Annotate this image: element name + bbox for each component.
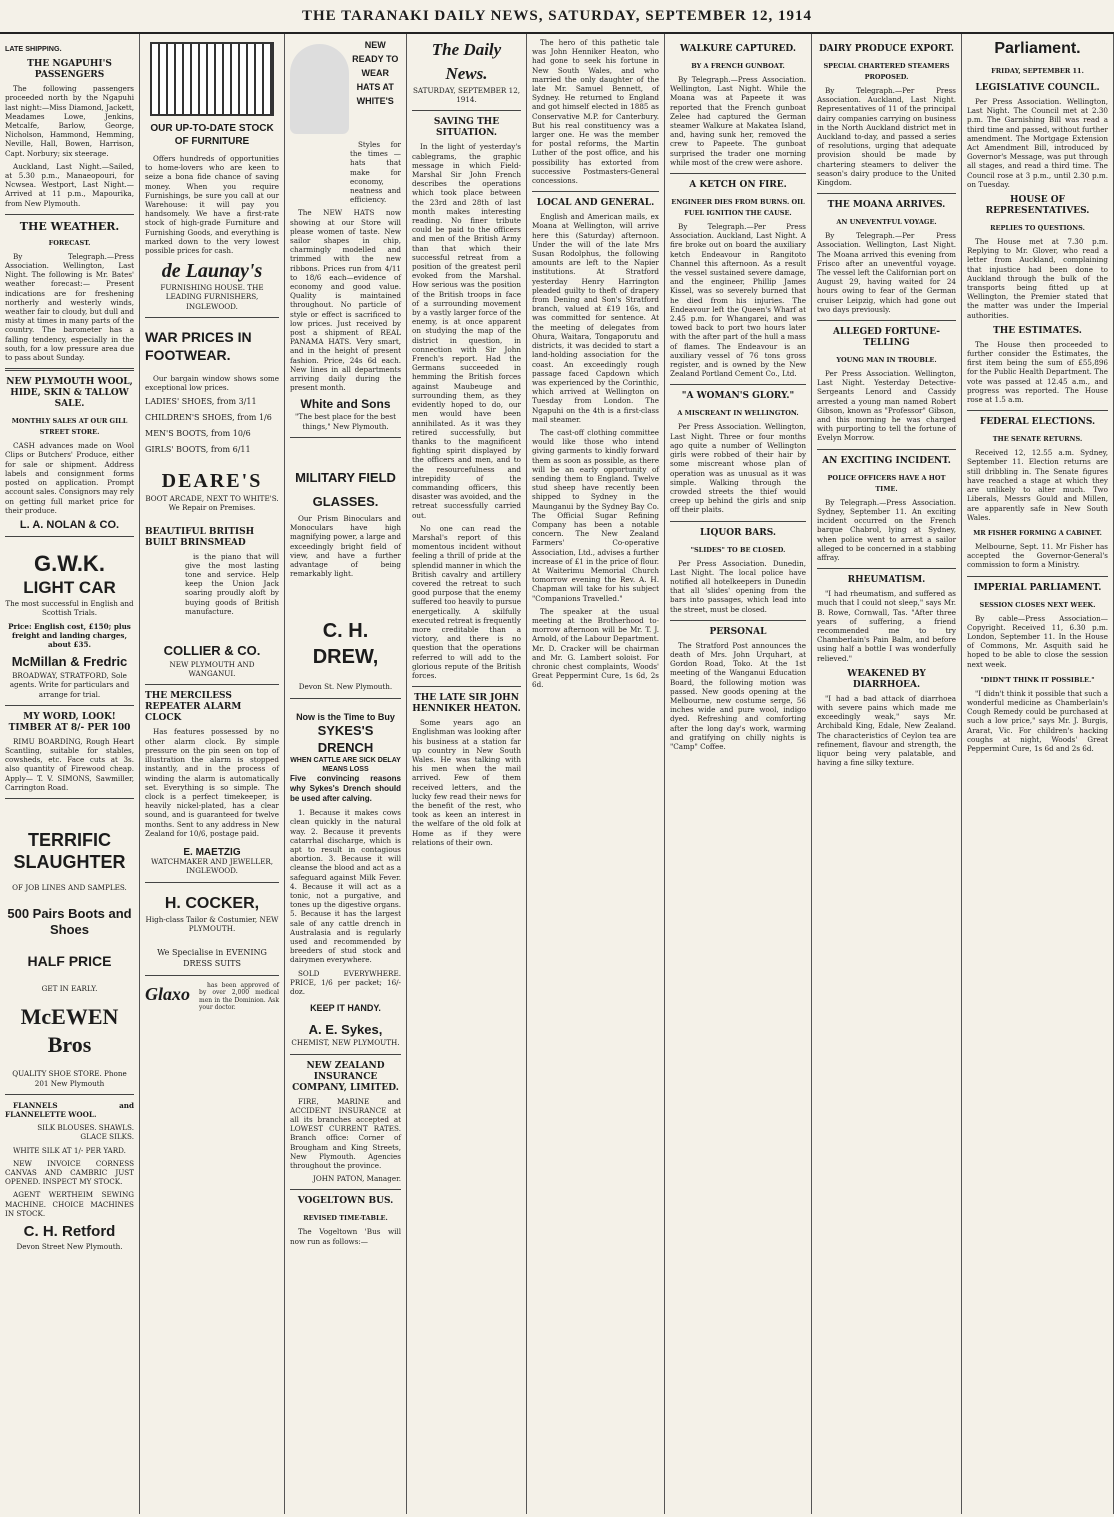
specialise-text: We Specialise in EVENING DRESS SUITS — [157, 947, 267, 968]
ketch-text: By Telegraph.—Per Press Association. Auckland, Last Night. A fire broke out on board the auxiliary ketch Endeavour in Rangitoto Channel this afternoon. As a result the vessel sustained severe damage, and the engineer, Phillip James Kissel, was so severely burned that he died from his injuries. The Endeavour left the Queen's Wharf at 2.45 p.m. for Whangarei, and was towed back to port two hours later with the after part of the hull a mass of flames. The Endeavour is an auxiliary vessel of 76 tons gross register, and is owned by the New Zealand Portland Cement Co., Ltd. — [670, 222, 806, 379]
war-prices-heading: WAR PRICES IN FOOTWEAR. — [145, 328, 252, 363]
weather-heading: THE WEATHER. — [19, 219, 120, 233]
sykes-sub: CHEMIST, NEW PLYMOUTH. — [291, 1038, 400, 1048]
paper-title: The Daily News. — [431, 40, 502, 83]
hats-heading: NEW READY TO WEAR HATS AT WHITE'S — [352, 40, 399, 106]
sick-heading: WHEN CATTLE ARE SICK DELAY MEANS LOSS — [290, 756, 401, 773]
gwk-title: G.W.K. — [34, 551, 105, 577]
exciting-sub: POLICE OFFICERS HAVE A HOT TIME. — [827, 473, 946, 493]
price-1: CHILDREN'S SHOES, from 1/6 — [145, 413, 272, 423]
half-price: HALF PRICE — [27, 953, 112, 970]
maetzig-sub: WATCHMAKER AND JEWELLER, INGLEWOOD. — [150, 857, 274, 876]
personal-text: The Stratford Post announces the death of Mrs. John Urquhart, at Gordon Road, Toko. At the 1st meeting of the Wanganui Education Board, the following motion was passed. New goods opening at the Melbourne, new costume serge, 56 inches wide and pure wool, indigo dyed. Refreshing and comforting after the long day's work, warming and gratifying on chilly nights is "Camp" Coffee. — [670, 640, 806, 751]
bed-illustration — [150, 42, 274, 116]
ketch-sub: ENGINEER DIES FROM BURNS. OIL FUEL IGNITION THE CAUSE. — [671, 198, 805, 218]
session-text: By cable—Press Association—Copyright. Received 11, 6.30 p.m. London, September 11. In the House of Commons, Mr. Asquith said he hoped to be able to close the session next week. — [967, 613, 1108, 669]
late-shipping-heading: LATE SHIPPING. — [5, 44, 62, 53]
council-text: Per Press Association. Wellington, Last Night. The Council met at 2.30 p.m. The Garnishing Bill was read a third time and passed, without further amendment. The Mortgage Extension Act Amendment Bill, introduced by Governor's Message, was put through all stages, and read a third time. The Council rose at 3 p.m., until 2.30 p.m. on Tuesday. — [967, 97, 1108, 189]
military-heading: MILITARY FIELD GLASSES. — [295, 469, 396, 509]
personal-heading: PERSONAL — [709, 626, 767, 637]
car-text: The most successful in English and Scottish Trials. — [5, 599, 134, 618]
column-5 — [527, 34, 665, 1514]
mcmillan-name: McMillan & Fredric — [11, 654, 128, 670]
cocker-name: H. COCKER, — [164, 894, 260, 912]
drew-address: Devon St. New Plymouth. — [298, 682, 393, 692]
imperial-heading: IMPERIAL PARLIAMENT. — [973, 582, 1102, 593]
local-text: English and American mails, ex Moana at Wellington, will arrive here this (Saturday) afternoon. Under the will of the late Mrs Susan Rodolphus, the following amounts are left to the Napier institutions. At Stratford yesterday Henry Harrington pleaded guilty to theft of drapery from Dening and Son's Stratford branch, valued at £19 16s, and was committed for sentence. At the meeting of delegates from Ohura, Waitara, Tongaporutu and districts, it was decided to start a land-holding association for the coast. An exceedingly rough passage faced Capdown which was experienced by the Corinthic, which arrived at Wellington on Tuesday from London. The Ngapuhi on the 4th is a first-class mail steamer. — [532, 212, 659, 424]
council-heading: LEGISLATIVE COUNCIL. — [975, 83, 1100, 93]
liquor-sub: "SLIDES" TO BE CLOSED. — [690, 545, 786, 554]
walkure-sub: BY A FRENCH GUNBOAT. — [691, 62, 785, 70]
vogeltown-sub: REVISED TIME-TABLE. — [303, 1214, 388, 1223]
sold-text: SOLD EVERYWHERE. PRICE, 1/6 per packet; 16/- doz. — [290, 968, 401, 996]
job-lines: OF JOB LINES AND SAMPLES. — [12, 882, 127, 892]
moana-heading: THE MOANA ARRIVES. — [827, 200, 946, 211]
repeater-text: Has features possessed by no other alarm clock. By simple pressure on the pin seen on top of illustration the alarm is stopped instantly, and in the process of winding the alarm is automatically set. Everything is so simple. The clock is a perfect timekeeper, is heavily nickel-plated, has a clear sound, and is guaranteed for twelve months. Sent to any address in New Zealand for 10/6, postage paid. — [145, 727, 279, 838]
senate-heading: THE SENATE RETURNS. — [992, 435, 1083, 444]
light-car-title: LIGHT CAR — [23, 578, 116, 598]
white-sons-sub: "The best place for the best things," New Plymouth. — [295, 412, 396, 431]
mcmillan-address: BROADWAY, STRATFORD, Sole agents. Write for particulars and arrange for trial. — [9, 671, 130, 699]
glory-heading: "A WOMAN'S GLORY." — [681, 391, 795, 402]
federal-heading: FEDERAL ELECTIONS. — [979, 417, 1096, 428]
local-text-2: The cast-off clothing committee would like those who intend giving garments to kindly forward them as soon as possible, as there will be an early opportunity of sending them to England. Twelve stud sheep have recently been shipped to Sydney in the Maunganui by the Sydney Bay Co. The Official Sugar Refining Company has been a notable concern. The New Zealand Farmers' Co-operative Association, Ltd., advises a further increase of £1 in the price of flour. At Waiterimu Memorial Church tomorrow evening the Rev. A. H. Chapman will take for his subject "Companions Travelled." — [532, 427, 659, 603]
local-heading: LOCAL AND GENERAL. — [536, 198, 655, 209]
column-6 — [665, 34, 812, 1514]
column-2 — [140, 34, 285, 1514]
sewing-text: NEW INVOICE CORNESS CANVAS AND CAMBRIC JUST OPENED. INSPECT MY STOCK. — [5, 1158, 134, 1187]
sykes-name: A. E. Sykes, — [308, 1022, 383, 1038]
parliament-date: FRIDAY, SEPTEMBER 11. — [991, 67, 1084, 75]
masthead: THE TARANAKI DAILY NEWS, SATURDAY, SEPTEMBER 12, 1914 — [0, 0, 1114, 34]
price-2: MEN'S BOOTS, from 10/6 — [145, 429, 251, 439]
saving-body-2: No one can read the Marshal's report of this momentous incident without feeling a thrill of pride at the splendid manner in which the British cavalry and artillery covered the retreat to such good purpose that the enemy suffered too heavily to pursue energetically. A skilfully executed retreat is frequently more creditable than a victory, and there is no question that the operations referred to will add to the glorious repute of the British forces. — [412, 523, 521, 680]
insurance-heading: NEW ZEALAND INSURANCE COMPANY, LIMITED. — [292, 1060, 399, 1093]
moana-text: By Telegraph.—Per Press Association. Wellington, Last Night. The Moana arrived this evening from Frisco after an uneventful voyage. The vessel left the Californian port on August 29, having waited for 24 hours owing to fear of the German cruiser Leipzig, which had gone out two days previously. — [817, 231, 956, 314]
glaxo-ad — [145, 982, 279, 1016]
didnt-heading: "DIDN'T THINK IT POSSIBLE." — [980, 675, 1095, 684]
repeater-heading: THE MERCILESS REPEATER ALARM CLOCK — [145, 691, 242, 724]
column-1 — [0, 34, 140, 1514]
rheumatism-heading: RHEUMATISM. — [847, 575, 926, 586]
fortune-text: Per Press Association. Wellington, Last Night. Yesterday Detective-Sergeants Lenord and Cassidy arrested a young man named Robert Gibson, known as "Professor" Gibson, and this morning he was charged with purporting to tell the fortune of Evelyn Morrow. — [817, 369, 956, 443]
dairy-text: By Telegraph.—Per Press Association. Auckland, Last Night. Representatives of 11 of the principal dairy companies carrying on business in the North Auckland district met in Auckland to-day, and passed a series of resolutions, urging that adequate provision should be made by chartering steamers to deliver the season's dairy produce to the United Kingdom. — [817, 86, 956, 188]
rheumatism-text: "I had rheumatism, and suffered as much that I could not sleep," says Mr. B. Rowe, Cornwall, Tas. "After three years of suffering, a friend recommended me to try Chamberlain's Pain Balm, and before using half a bottle I was wonderfully relieved." — [817, 589, 956, 663]
slaughter-heading: SLAUGHTER — [13, 851, 126, 872]
walkure-text: By Telegraph.—Press Association. Wellington, Last Night. While the Moana was at Papeete it was reported that the French gunboat Zelee had captured the German steamer Walkure at Makatea Island, and, having sunk her, removed the crew to Papeete. The gunboat surprised the trader one morning while most of the crew were ashore. — [670, 75, 806, 167]
column-7 — [812, 34, 962, 1514]
collier-name: COLLIER & CO. — [163, 643, 261, 659]
war-text: Our bargain window shows some exceptional low prices. — [145, 373, 279, 393]
maetzig-name: E. MAETZIG — [183, 846, 241, 858]
fortune-sub: YOUNG MAN IN TROUBLE. — [836, 356, 937, 365]
diarrhoea-heading: WEAKENED BY DIARRHOEA. — [847, 668, 926, 690]
hats-side-text: Styles for the times — hats that make for economy, neatness and efficiency. — [350, 140, 401, 205]
reasons-text: 1. Because it makes cows clean quickly in the natural way. 2. Because it prevents catarrhal discharge, which is apt to result in contagious abortion. 3. Because it will cleanse the blood and act as a safeguard against Milk Fever. 4. Because it will act as a tonic, not a purgative, and tones up the digestive organs. 5. Because it has the largest sale of any cattle drench in Australasia and is regularly used and recommended by breeders of stud stock and dairymen everywhere. — [290, 808, 401, 965]
glory-sub: A MISCREANT IN WELLINGTON. — [677, 409, 799, 418]
ngapuhi-heading: THE NGAPUHI'S PASSENGERS — [27, 59, 112, 81]
moana-sub: AN UNEVENTFUL VOYAGE. — [836, 218, 937, 227]
cocker-sub: High-class Tailor & Costumier, NEW PLYMOUTH. — [145, 914, 279, 933]
delaunay-name: de Launay's — [161, 260, 263, 283]
exciting-heading: AN EXCITING INCIDENT. — [822, 455, 951, 466]
hats-text: The NEW HATS now showing at our Store will please women of taste. New sailor shapes in chip, charmingly modelled and trimmed with the new ribbons. Prices run from 4/11 to 18/6 each—evidence of economy and good value. Quality is maintained throughout. No particle of style or effect is sacrificed to low prices. Just received by post a shipment of REAL PANAMA HATS. Very smart, and in the height of present fashion. Price, 24s 6d each. New lines in all departments arriving daily during the present month. — [290, 208, 401, 393]
furniture-heading: OUR UP-TO-DATE STOCK OF FURNITURE — [150, 123, 274, 147]
glaxo-logo: Glaxo — [145, 983, 190, 1004]
now-heading: Now is the Time to Buy — [296, 711, 395, 722]
military-text: Our Prism Binoculars and Monoculars have high magnifying power, a large and exceedingly bright field of view, and have a further advantage of being remarkably light. — [290, 513, 401, 579]
session-heading: SESSION CLOSES NEXT WEEK. — [979, 600, 1096, 609]
agent-text: AGENT WERTHEIM SEWING MACHINE. CHOICE MACHINES IN STOCK. — [5, 1190, 134, 1218]
late-heading: THE LATE SIR JOHN HENNIKER HEATON. — [412, 693, 521, 715]
fortune-heading: ALLEGED FORTUNE-TELLING — [832, 327, 941, 349]
mcewen-sub: QUALITY SHOE STORE. Phone 201 New Plymouth — [12, 1069, 127, 1088]
didnt-text: "I didn't think it possible that such a wonderful medicine as Chamberlain's Cough Remedy could be purchased at such a low price," says Mr. J. Burgis, Ararat, Vic. For children's hacking coughs at night, Woods' Great Peppermint Cure, 1s 6d and 2s 6d. — [967, 688, 1108, 753]
estimates-heading: THE ESTIMATES. — [993, 325, 1082, 336]
flannels-text: FLANNELS and FLANNELETTE WOOL. — [5, 1100, 134, 1119]
diarrhoea-text: "I had a bad attack of diarrhoea with severe pains which made me exceedingly weak," says Mr. Archibald King, Edale, New Zealand. The characteristics of Ceylon tea are refinement, flavour and strength, the liquor being very palatable, and having a fine silky texture. — [817, 693, 956, 768]
dairy-sub: SPECIAL CHARTERED STEAMERS PROPOSED. — [823, 62, 950, 81]
collier-sub: NEW PLYMOUTH AND WANGANUI. — [169, 660, 255, 679]
delaunay-sub: FURNISHING HOUSE. THE LEADING FURNISHERS, INGLEWOOD. — [160, 283, 264, 311]
parliament-heading: Parliament. — [994, 40, 1081, 57]
column-8 — [962, 34, 1114, 1514]
saving-heading: SAVING THE SITUATION. — [433, 117, 500, 139]
nolan-name: L. A. NOLAN & CO. — [19, 518, 120, 531]
timetable-text: The Vogeltown 'Bus will now run as follows:— — [290, 1227, 401, 1246]
paper-date: SATURDAY, SEPTEMBER 12, 1914. — [412, 86, 521, 105]
white-silk-text: WHITE SILK AT 1/- PER YARD. — [13, 1145, 126, 1155]
retford-address: Devon Street New Plymouth. — [16, 1242, 123, 1251]
late-text: Some years ago an Englishman was looking after his business at a station far up country in New South Wales. He was talking with his men when the mail arrived. Few of them received letters, and the lucky few read their news for the benefit of the rest, who took as keen an interest in the welfare of the old folk at Home as if they were relations of their own. — [412, 718, 521, 847]
white-sons-name: White and Sons — [300, 397, 391, 412]
five-reasons: Five convincing reasons why Sykes's Drench should be used after calving. — [290, 774, 401, 804]
wool-monthly: MONTHLY SALES AT OUR GILL STREET STORE. — [11, 417, 128, 437]
hat-illustration — [290, 44, 349, 134]
timber-heading: MY WORD, LOOK! TIMBER AT 8/- PER 100 — [8, 711, 131, 733]
paton-text: JOHN PATON, Manager. — [312, 1174, 401, 1184]
glaxo-text: has been approved of by over 2,000 medical men in the Dominion. Ask your doctor. — [199, 981, 279, 1012]
ngapuhi-text: The following passengers proceeded north by the Ngapuhi last night:—Miss Diamond, Jackett, Meadames Lowe, Jenkins, Metcalfe, Barlow, George, Nicholson, Hammond, Hemming, Neville, Hall, Bowen, Harrison, Capt. Norbury; six steerage. — [5, 84, 134, 158]
mcewen-name: McEWEN Bros — [20, 1004, 119, 1058]
replies-heading: REPLIES TO QUESTIONS. — [990, 224, 1085, 233]
deare-name: DEARE'S — [161, 470, 263, 493]
liquor-text: Per Press Association. Dunedin, Last Night. The local police have notified all hotelkeepers in Dunedin that all 'slides' opening from the bars into passages, which lead into the street, must be closed. — [670, 558, 806, 614]
get-early: GET IN EARLY. — [41, 984, 98, 994]
boots-heading: 500 Pairs Boots and Shoes — [7, 906, 132, 938]
keep-handy: KEEP IT HANDY. — [310, 1003, 381, 1014]
ketch-heading: A KETCH ON FIRE. — [689, 180, 787, 191]
glory-text: Per Press Association. Wellington, Last Night. Three or four months ago quite a number of Wellington girls were robbed of their hair by some miscreant whose plan of operation was as unusual as it was simple. Walking through the crowded streets the thief would creep up behind the girls and snip off their plaits. — [670, 422, 806, 515]
dairy-heading: DAIRY PRODUCE EXPORT. — [818, 44, 955, 54]
terrific-heading: TERRIFIC — [28, 829, 111, 850]
senate-text: Received 12, 12.55 a.m. Sydney, September 11. Election returns are still dribbling in. The Senate figures have reached a stage at which they are unlikely to alter much. Two Liberals, Messrs Gould and Millen, are apparently safe in New South Wales. — [967, 448, 1108, 522]
forecast-text: By Telegraph.—Press Association. Wellington, Last Night. The following is Mr. Bates' weather forecast:— Present indications are for freshening northerly and westerly winds, weather fair to cloudy, but dull and misty at times in many parts of the country. The barometer has a falling tendency, especially in the south, for a low pressure area due to pass about Sunday. — [5, 251, 134, 363]
fisher-text: Melbourne, Sept. 11. Mr Fisher has accepted the Governor-General's commission to form a Ministry. — [967, 541, 1108, 570]
drew-name: C. H. DREW, — [312, 620, 379, 669]
wool-text: CASH advances made on Wool Clips or Butchers' Produce, either for sale or shipment. Address labels and consignment forms posted on application. Prompt account sales. Consignors may rely on getting full market price for their produce. — [5, 441, 134, 515]
forecast-heading: FORECAST. — [48, 238, 91, 247]
exciting-text: By Telegraph.—Press Association. Sydney, September 11. An exciting incident occurred on the French barque Chabrol, lying at Sydney, when police went to arrest a sailor alleged to be concerned in a stabbing affray. — [817, 497, 956, 562]
vogeltown-heading: VOGELTOWN BUS. — [297, 1196, 394, 1207]
fisher-heading: MR FISHER FORMING A CABINET. — [973, 528, 1102, 537]
price-0: LADIES' SHOES, from 3/11 — [145, 397, 257, 407]
sykes-heading: SYKES'S DRENCH — [317, 722, 374, 755]
walkure-heading: WALKURE CAPTURED. — [679, 44, 797, 54]
deare-sub: BOOT ARCADE, NEXT TO WHITE'S. We Repair on Premises. — [145, 494, 279, 513]
wool-heading: NEW PLYMOUTH WOOL, HIDE, SKIN & TALLOW SALE. — [6, 377, 133, 410]
insurance-text: FIRE, MARINE and ACCIDENT INSURANCE at all its branches accepted at LOWEST CURRENT RATES. Branch office: Corner of Brougham and King Streets, New Plymouth. Agencies throughout the province. — [290, 1096, 401, 1171]
silk-text: SILK BLOUSES. SHAWLS. GLACE SILKS. — [37, 1123, 134, 1142]
retford-name: C. H. Retford — [23, 1223, 116, 1240]
estimates-text: The House then proceeded to further consider the Estimates, the first item being the sum of £55,896 for the Public Health Department. The vote was passed at 12.45 a.m., and progress was reported. The House rose at 1.5 a.m. — [967, 339, 1108, 405]
liquor-heading: LIQUOR BARS. — [699, 527, 777, 538]
furniture-text: Offers hundreds of opportunities to home-lovers who are keen to seize a bona fide chance of saving money. When you require Furnishings, be sure you call at our Warehouse: it will pay you handsomely. We have a first-rate stock of high-grade Furniture and Furnishing Goods, and everything is marked down to the very lowest possible prices for cash. — [145, 154, 279, 256]
timber-text: RIMU BOARDING, Rough Heart Scantling, suitable for stables, cowsheds, etc. Face cuts at 3s. also quantity of Firewood cheap. Apply— T. V. SIMONS, Sawmiller, Carrington Road. — [5, 736, 134, 792]
column-4 — [407, 34, 527, 1514]
house-heading: HOUSE OF REPRESENTATIVES. — [985, 195, 1090, 217]
col5-body: The hero of this pathetic tale was John Henniker Heaton, who had gone to seek his fortune in New South Wales, and who married the only daughter of the late Mr. Samuel Bennett, of Sydney. He returned to England and got himself elected in 1885 as Conservative M.P. for Canterbury. But his real constituency was a larger one. He was the member for postal reforms, the Martin Luther of the post office, and his possibility has extorted from successive Postmasters-General concessions. — [532, 38, 659, 186]
shipping-text: Auckland, Last Night.—Sailed, at 5.30 p.m., Manaeopouri, for Ncwsea. Westport, Last Night.—Arrived at 11 p.m., Mapourika, from New Plymouth. — [5, 161, 134, 208]
hats-ad — [290, 38, 401, 140]
local-text-3: The speaker at the usual meeting at the Brotherhood to-morrow afternoon will be Mr. T. J. Arnold, of the Labour Department. Mr. D. Cracker will be chairman and Mr. G. Lambert soloist. For chronic chest complaints, Woods' Great Peppermint Cure, 1s 6d, 2s 6d. — [532, 606, 659, 690]
house-text: The House met at 7.30 p.m. Replying to Mr. Glover, who read a letter from Auckland, complaining that injustice had been done to Auckland through the bulk of the transports being fitted up at Wellington, the Premier stated that the matter was under the Imperial authorities. — [967, 237, 1108, 320]
saving-body: In the light of yesterday's cablegrams, the graphic message in which Field-Marshal Sir John French describes the operations which took place between the 23rd and 28th of last month makes interesting reading. No finer tribute could be paid to the officers and men of the British Army than that which their successful retreat from a position of the greatest peril evoked from the Marshal. How serious was the position of the British troops in face of a surrounding movement by a vastly larger force of the enemy, is at once apparent on studying the map of the district in question, in connection with Sir John French's report. Had the Germans succeeded in hemming the British forces against Maubeuge and surrounding them, as they evidently hoped to do, our men would have been annihilated. As it was they retired successfully, but thanks to the magnificent fighting spirit displayed by the officers and men, and to the resourcefulness and intrepidity of the commanding officers, this disaster was avoided, and the retreat successfully carried out. — [412, 142, 521, 520]
column-3 — [285, 34, 407, 1514]
price-3: GIRLS' BOOTS, from 6/11 — [145, 445, 251, 455]
car-price: Price: English cost, £150; plus freight and landing charges, about £35. — [8, 621, 131, 649]
brinsmead-text: is the piano that will give the most lasting tone and service. Help keep the Union Jack soaring proudly aloft by buying goods of British manufacture. — [185, 551, 279, 616]
brinsmead-heading: BEAUTIFUL BRITISH BUILT BRINSMEAD — [145, 526, 255, 548]
